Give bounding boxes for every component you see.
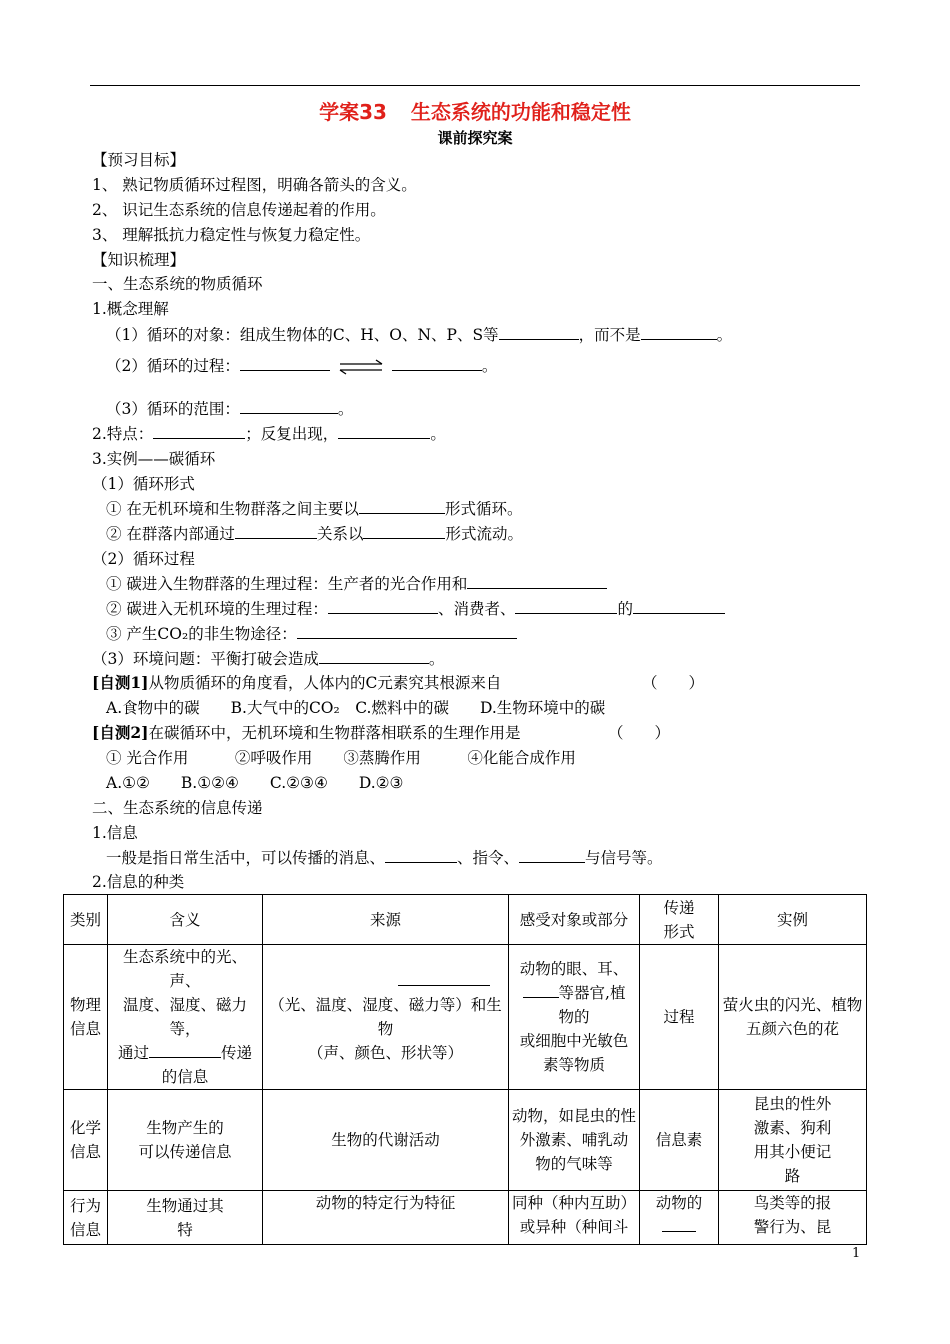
header-meaning: 含义 — [108, 895, 263, 945]
row3-category: 行为 信息 — [64, 1191, 108, 1245]
preview-heading: 【预习目标】 — [92, 151, 186, 169]
row1-example: 萤火虫的闪光、植物 五颜六色的花 — [719, 945, 867, 1090]
self-test-2: [自测2]在碳循环中，无机环境和生物群落相联系的生理作用是 — [92, 723, 521, 742]
environment-line: （3）环境问题：平衡打破会造成 。 — [92, 650, 445, 668]
example-heading: 3.实例——碳循环 — [92, 450, 216, 468]
concept-heading: 1.概念理解 — [92, 300, 169, 318]
types-heading: 2.信息的种类 — [92, 873, 185, 891]
info-types-table — [63, 894, 867, 1245]
form-line-2: ② 在群落内部通过 关系以 形式流动。 — [106, 525, 523, 543]
table-row — [64, 945, 867, 1090]
reversible-arrows-icon — [338, 359, 384, 375]
page-subtitle: 课前探究案 — [437, 129, 513, 147]
header-example: 实例 — [719, 895, 867, 945]
process-line-3: ③ 产生CO₂的非生物途径： — [106, 624, 517, 644]
row1-form: 过程 — [640, 945, 719, 1090]
knowledge-heading: 【知识梳理】 — [92, 251, 186, 269]
self-test-2-options: A.①② B.①②④ C.②③④ D.②③ — [106, 774, 404, 792]
row2-receiver: 动物，如昆虫的性 外激素、哺乳动 物的气味等 — [509, 1090, 640, 1191]
self-test-1-answer: （ ） — [642, 674, 705, 692]
table-row — [64, 1090, 867, 1191]
row2-source: 生物的代谢活动 — [263, 1090, 509, 1191]
info-line: 一般是指日常生活中，可以传播的消息、 、指令、 与信号等。 — [106, 849, 663, 867]
row3-source: 动物的特定行为特征 — [263, 1191, 509, 1245]
row1-category: 物理 信息 — [64, 945, 108, 1090]
self-test-2-answer: （ ） — [608, 724, 671, 742]
header-rule — [90, 85, 860, 86]
row2-category: 化学 信息 — [64, 1090, 108, 1191]
row3-meaning: 生物通过其 特 — [108, 1191, 263, 1245]
process-line-2: ② 碳进入无机环境的生理过程： 、消费者、 的 — [106, 599, 725, 619]
process-heading: （2）循环过程 — [92, 550, 195, 568]
page-number: 1 — [852, 1246, 861, 1261]
row2-meaning: 生物产生的 可以传递信息 — [108, 1090, 263, 1191]
header-receiver: 感受对象或部分 — [509, 895, 640, 945]
self-test-1: [自测1]从物质循环的角度看，人体内的C元素究其根源来自 — [92, 673, 502, 692]
row3-form: 动物的 — [640, 1191, 719, 1245]
table-header-row — [64, 895, 867, 945]
row3-receiver: 同种（种内互助） 或异种（种间斗 — [509, 1191, 640, 1245]
preview-item-2: 2、 识记生态系统的信息传递起着的作用。 — [92, 201, 386, 219]
title-main: 生态系统的功能和稳定性 — [410, 100, 631, 124]
page-title — [0, 96, 950, 125]
row1-source: （光、温度、湿度、磁力等）和生物 （声、颜色、形状等） — [263, 945, 509, 1090]
cycle-range-line: （3）循环的范围： 。 — [106, 400, 354, 418]
table-row — [64, 1191, 867, 1245]
row3-example: 鸟类等的报 警行为、昆 — [719, 1191, 867, 1245]
form-line-1: ① 在无机环境和生物群落之间主要以 形式循环。 — [106, 500, 523, 518]
header-source: 来源 — [263, 895, 509, 945]
row1-meaning: 生态系统中的光、声、 温度、湿度、磁力等， 通过 传递 的信息 — [108, 945, 263, 1090]
process-line-1: ① 碳进入生物群落的生理过程：生产者的光合作用和 — [106, 574, 607, 594]
row1-receiver: 动物的眼、耳、 等器官,植 物的 或细胞中光敏色 素等物质 — [509, 945, 640, 1090]
header-form: 传递 形式 — [640, 895, 719, 945]
row2-example: 昆虫的性外 激素、狗利 用其小便记 路 — [719, 1090, 867, 1191]
self-test-1-options: A.食物中的碳 B.大气中的CO₂ C.燃料中的碳 D.生物环境中的碳 — [106, 699, 606, 717]
cycle-process-line: （2）循环的过程： 。 — [106, 357, 498, 375]
self-test-2-items: ① 光合作用 ②呼吸作用 ③蒸腾作用 ④化能合成作用 — [106, 749, 576, 767]
cycle-object-line: （1）循环的对象：组成生物体的C、H、O、N、P、S等 ，而不是 。 — [106, 326, 733, 344]
row2-form: 信息素 — [640, 1090, 719, 1191]
feature-line: 2.特点： ；反复出现， 。 — [92, 425, 446, 443]
section1-heading: 一、生态系统的物质循环 — [92, 275, 263, 293]
preview-item-3: 3、 理解抵抗力稳定性与恢复力稳定性。 — [92, 226, 371, 244]
preview-item-1: 1、 熟记物质循环过程图，明确各箭头的含义。 — [92, 176, 417, 194]
title-prefix: 学案33 — [319, 100, 387, 124]
header-category: 类别 — [64, 895, 108, 945]
section2-heading: 二、生态系统的信息传递 — [92, 799, 263, 817]
info-heading: 1.信息 — [92, 824, 138, 842]
form-heading: （1）循环形式 — [92, 475, 195, 493]
